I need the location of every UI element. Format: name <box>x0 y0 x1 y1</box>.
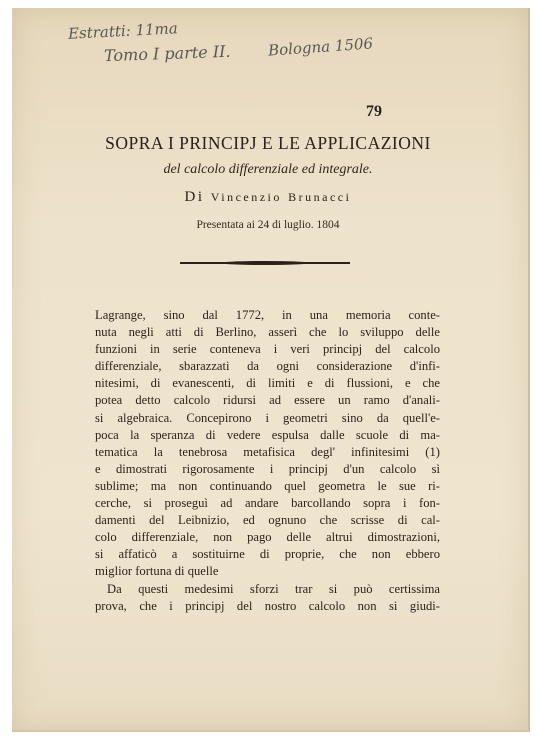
body-text <box>95 307 440 615</box>
body-line: cerche, si proseguì ad andare barcollando sopra i fon- <box>95 496 440 511</box>
body-line: funzioni in serie conteneva i veri principj del calcolo <box>95 342 440 357</box>
body-line: miglior fortuna di quelle <box>95 564 219 579</box>
body-line: tematica la tenebrosa metafisica degl' infinitesimi (1) <box>95 444 440 459</box>
body-line: si algebraica. Concepirono i geometri sino da quell'e- <box>95 410 440 425</box>
handwritten-note-line1: Estratti: 11ma <box>67 19 179 43</box>
article-author <box>0 189 536 206</box>
article-title: SOPRA I PRINCIPJ E LE APPLICAZIONI <box>105 133 431 153</box>
handwritten-note-line2: Tomo I parte II. <box>103 41 231 66</box>
body-line: potea detto calcolo ridursi ad essere un ramo d'anali- <box>95 393 440 408</box>
title-divider <box>180 262 350 264</box>
body-line: e dimostrati rigorosamente i principj d'un calcolo sì <box>95 461 440 476</box>
body-line: Da questi medesimi sforzi trar si può certissima <box>107 581 440 596</box>
body-line: colo differenziale, non pago delle altrui dimostrazioni, <box>95 530 440 545</box>
author-prefix: Di <box>184 189 205 205</box>
body-line: prova, che i principj del nostro calcolo non si giudi- <box>95 598 440 613</box>
body-line: nuta negli atti di Berlino, asserì che lo sviluppo delle <box>95 325 440 340</box>
page-number: 79 <box>366 103 382 120</box>
body-line: damenti del Leibnizio, ed ognuno che scrisse di cal- <box>95 513 440 528</box>
handwritten-note-line3: Bologna 1506 <box>267 34 374 60</box>
article-subtitle: del calcolo differenziale ed integrale. <box>163 162 373 177</box>
presentation-date: Presentata ai 24 di luglio. 1804 <box>196 219 340 231</box>
author-first-name: Vincenzio <box>210 190 282 204</box>
body-line: nitesimi, di evanescenti, di limiti e di flussioni, e che <box>95 376 440 391</box>
body-line: si affaticò a sostituirne di proprie, che non ebbero <box>95 547 440 562</box>
author-last-name: Brunacci <box>288 190 352 204</box>
body-line: differenziale, sbarazzati da ogni considerazione d'infi- <box>95 359 440 374</box>
body-line: poca la speranza di vedere espulsa dalle scuole di ma- <box>95 427 440 442</box>
body-line: sublime; ma non continuando quel geometra le sue ri- <box>95 478 440 493</box>
body-line: Lagrange, sino dal 1772, in una memoria conte- <box>95 308 440 322</box>
